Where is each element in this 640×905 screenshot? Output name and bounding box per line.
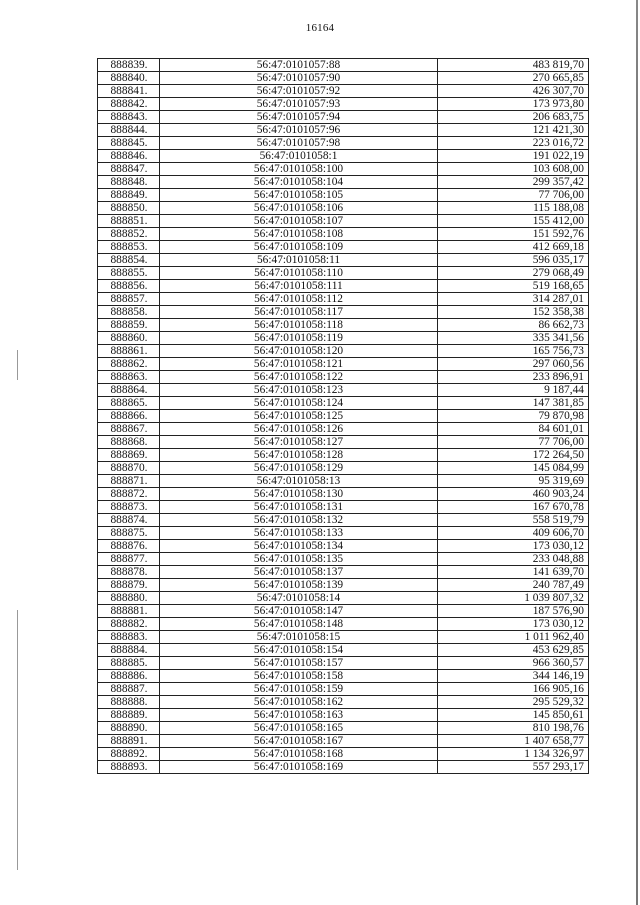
table-row [98,501,589,514]
table-row [98,98,589,111]
table-row [98,59,589,72]
cadastral-number-cell: 56:47:0101058:124 [160,397,438,410]
cadastral-number-cell: 56:47:0101058:122 [160,371,438,384]
table-row [98,735,589,748]
cadastral-number-cell: 56:47:0101058:133 [160,527,438,540]
row-number-cell: 888866. [98,410,160,423]
cadastral-number-cell: 56:47:0101058:110 [160,267,438,280]
scan-edge-left [17,350,18,380]
row-number-cell: 888851. [98,215,160,228]
cadastral-value-cell: 152 358,38 [438,306,589,319]
row-number-cell: 888858. [98,306,160,319]
row-number-cell: 888861. [98,345,160,358]
row-number-cell: 888871. [98,475,160,488]
cadastral-number-cell: 56:47:0101058:105 [160,189,438,202]
cadastral-value-cell: 557 293,17 [438,761,589,774]
table-row [98,605,589,618]
table-row [98,319,589,332]
cadastral-value-cell: 233 048,88 [438,553,589,566]
cadastral-number-cell: 56:47:0101058:147 [160,605,438,618]
row-number-cell: 888868. [98,436,160,449]
cadastral-value-cell: 460 903,24 [438,488,589,501]
row-number-cell: 888855. [98,267,160,280]
table-row [98,267,589,280]
row-number-cell: 888865. [98,397,160,410]
cadastral-value-cell: 172 264,50 [438,449,589,462]
cadastral-value-cell: 167 670,78 [438,501,589,514]
cadastral-value-cell: 115 188,08 [438,202,589,215]
cadastral-number-cell: 56:47:0101058:163 [160,709,438,722]
cadastral-number-cell: 56:47:0101058:121 [160,358,438,371]
row-number-cell: 888870. [98,462,160,475]
cadastral-value-cell: 1 011 962,40 [438,631,589,644]
row-number-cell: 888859. [98,319,160,332]
row-number-cell: 888839. [98,59,160,72]
cadastral-value-cell: 519 168,65 [438,280,589,293]
cadastral-number-cell: 56:47:0101058:169 [160,761,438,774]
cadastral-value-cell: 77 706,00 [438,436,589,449]
cadastral-value-cell: 240 787,49 [438,579,589,592]
table-row [98,189,589,202]
table-row [98,514,589,527]
cadastral-value-cell: 596 035,17 [438,254,589,267]
cadastral-number-cell: 56:47:0101058:131 [160,501,438,514]
row-number-cell: 888863. [98,371,160,384]
cadastral-number-cell: 56:47:0101058:1 [160,150,438,163]
cadastral-number-cell: 56:47:0101058:125 [160,410,438,423]
cadastral-value-cell: 483 819,70 [438,59,589,72]
cadastral-value-cell: 141 639,70 [438,566,589,579]
cadastral-number-cell: 56:47:0101058:134 [160,540,438,553]
cadastral-number-cell: 56:47:0101058:15 [160,631,438,644]
table-row [98,592,589,605]
row-number-cell: 888860. [98,332,160,345]
cadastral-value-cell: 121 421,30 [438,124,589,137]
table-row [98,254,589,267]
cadastral-number-cell: 56:47:0101058:129 [160,462,438,475]
table-row [98,150,589,163]
table-row [98,449,589,462]
row-number-cell: 888869. [98,449,160,462]
table-row [98,527,589,540]
table-row [98,124,589,137]
table-row [98,579,589,592]
cadastral-value-cell: 165 756,73 [438,345,589,358]
table-row [98,748,589,761]
cadastral-value-cell: 9 187,44 [438,384,589,397]
row-number-cell: 888842. [98,98,160,111]
cadastral-number-cell: 56:47:0101058:158 [160,670,438,683]
table-row [98,566,589,579]
table-row [98,163,589,176]
cadastral-number-cell: 56:47:0101058:135 [160,553,438,566]
table-row [98,423,589,436]
cadastral-number-cell: 56:47:0101057:96 [160,124,438,137]
row-number-cell: 888854. [98,254,160,267]
cadastral-value-cell: 344 146,19 [438,670,589,683]
row-number-cell: 888881. [98,605,160,618]
cadastral-value-cell: 77 706,00 [438,189,589,202]
cadastral-number-cell: 56:47:0101058:126 [160,423,438,436]
row-number-cell: 888856. [98,280,160,293]
table-row [98,371,589,384]
row-number-cell: 888885. [98,657,160,670]
table-row [98,475,589,488]
row-number-cell: 888857. [98,293,160,306]
table-row [98,761,589,774]
row-number-cell: 888875. [98,527,160,540]
scan-edge-right [636,0,638,905]
cadastral-number-cell: 56:47:0101058:154 [160,644,438,657]
cadastral-number-cell: 56:47:0101058:117 [160,306,438,319]
row-number-cell: 888845. [98,137,160,150]
row-number-cell: 888892. [98,748,160,761]
cadastral-value-cell: 426 307,70 [438,85,589,98]
cadastral-number-cell: 56:47:0101058:120 [160,345,438,358]
page-number: 16164 [305,22,335,34]
row-number-cell: 888843. [98,111,160,124]
table-row [98,670,589,683]
row-number-cell: 888864. [98,384,160,397]
cadastral-value-cell: 409 606,70 [438,527,589,540]
cadastral-value-cell: 297 060,56 [438,358,589,371]
cadastral-number-cell: 56:47:0101058:162 [160,696,438,709]
row-number-cell: 888877. [98,553,160,566]
row-number-cell: 888884. [98,644,160,657]
cadastral-value-cell: 810 198,76 [438,722,589,735]
table-row [98,228,589,241]
table-row [98,215,589,228]
row-number-cell: 888890. [98,722,160,735]
cadastral-number-cell: 56:47:0101058:14 [160,592,438,605]
cadastral-value-cell: 279 068,49 [438,267,589,280]
cadastral-number-cell: 56:47:0101058:157 [160,657,438,670]
row-number-cell: 888849. [98,189,160,202]
cadastral-value-cell: 558 519,79 [438,514,589,527]
table-row [98,137,589,150]
table-row [98,696,589,709]
cadastral-number-cell: 56:47:0101058:111 [160,280,438,293]
row-number-cell: 888888. [98,696,160,709]
row-number-cell: 888850. [98,202,160,215]
cadastral-number-cell: 56:47:0101057:93 [160,98,438,111]
table-body [98,59,589,774]
cadastral-number-cell: 56:47:0101058:148 [160,618,438,631]
table-row [98,358,589,371]
cadastral-value-cell: 145 084,99 [438,462,589,475]
cadastral-number-cell: 56:47:0101058:128 [160,449,438,462]
cadastral-number-cell: 56:47:0101058:130 [160,488,438,501]
row-number-cell: 888847. [98,163,160,176]
row-number-cell: 888840. [98,72,160,85]
cadastral-number-cell: 56:47:0101058:108 [160,228,438,241]
cadastral-value-cell: 84 601,01 [438,423,589,436]
cadastral-number-cell: 56:47:0101058:13 [160,475,438,488]
cadastral-value-cell: 79 870,98 [438,410,589,423]
table-row [98,72,589,85]
cadastral-number-cell: 56:47:0101058:106 [160,202,438,215]
table-row [98,436,589,449]
row-number-cell: 888893. [98,761,160,774]
cadastral-value-cell: 173 030,12 [438,540,589,553]
table-row [98,241,589,254]
table-row [98,397,589,410]
table-row [98,280,589,293]
table-row [98,657,589,670]
row-number-cell: 888841. [98,85,160,98]
table-row [98,332,589,345]
cadastral-number-cell: 56:47:0101057:88 [160,59,438,72]
table-row [98,111,589,124]
cadastral-value-cell: 335 341,56 [438,332,589,345]
table-row [98,384,589,397]
cadastral-number-cell: 56:47:0101058:112 [160,293,438,306]
cadastral-number-cell: 56:47:0101057:94 [160,111,438,124]
cadastral-value-cell: 166 905,16 [438,683,589,696]
cadastral-number-cell: 56:47:0101058:104 [160,176,438,189]
cadastral-value-cell: 151 592,76 [438,228,589,241]
cadastral-value-cell: 206 683,75 [438,111,589,124]
cadastral-value-cell: 1 407 658,77 [438,735,589,748]
cadastral-value-cell: 966 360,57 [438,657,589,670]
table-row [98,683,589,696]
cadastral-number-cell: 56:47:0101058:127 [160,436,438,449]
cadastral-value-table [97,58,589,774]
table-row [98,540,589,553]
table-row [98,644,589,657]
table-row [98,306,589,319]
cadastral-number-cell: 56:47:0101058:107 [160,215,438,228]
cadastral-value-cell: 295 529,32 [438,696,589,709]
cadastral-number-cell: 56:47:0101058:11 [160,254,438,267]
cadastral-value-cell: 299 357,42 [438,176,589,189]
row-number-cell: 888882. [98,618,160,631]
cadastral-value-cell: 223 016,72 [438,137,589,150]
cadastral-value-cell: 191 022,19 [438,150,589,163]
table-row [98,722,589,735]
cadastral-value-cell: 173 030,12 [438,618,589,631]
table-row [98,488,589,501]
cadastral-number-cell: 56:47:0101058:167 [160,735,438,748]
cadastral-value-cell: 270 665,85 [438,72,589,85]
row-number-cell: 888852. [98,228,160,241]
cadastral-value-cell: 173 973,80 [438,98,589,111]
cadastral-value-cell: 314 287,01 [438,293,589,306]
cadastral-value-cell: 453 629,85 [438,644,589,657]
cadastral-value-cell: 147 381,85 [438,397,589,410]
cadastral-number-cell: 56:47:0101058:165 [160,722,438,735]
table-row [98,176,589,189]
row-number-cell: 888891. [98,735,160,748]
row-number-cell: 888876. [98,540,160,553]
table-row [98,631,589,644]
cadastral-value-cell: 155 412,00 [438,215,589,228]
cadastral-number-cell: 56:47:0101058:100 [160,163,438,176]
cadastral-number-cell: 56:47:0101058:123 [160,384,438,397]
row-number-cell: 888844. [98,124,160,137]
cadastral-number-cell: 56:47:0101058:109 [160,241,438,254]
table-row [98,85,589,98]
cadastral-value-cell: 95 319,69 [438,475,589,488]
cadastral-number-cell: 56:47:0101058:168 [160,748,438,761]
row-number-cell: 888872. [98,488,160,501]
cadastral-number-cell: 56:47:0101058:139 [160,579,438,592]
cadastral-value-cell: 1 134 326,97 [438,748,589,761]
scan-edge-left [17,610,18,870]
table-row [98,202,589,215]
row-number-cell: 888883. [98,631,160,644]
row-number-cell: 888879. [98,579,160,592]
row-number-cell: 888874. [98,514,160,527]
row-number-cell: 888867. [98,423,160,436]
table-row [98,553,589,566]
row-number-cell: 888887. [98,683,160,696]
row-number-cell: 888873. [98,501,160,514]
table-row [98,462,589,475]
row-number-cell: 888880. [98,592,160,605]
cadastral-number-cell: 56:47:0101058:137 [160,566,438,579]
cadastral-number-cell: 56:47:0101057:98 [160,137,438,150]
row-number-cell: 888889. [98,709,160,722]
table-row [98,618,589,631]
row-number-cell: 888846. [98,150,160,163]
row-number-cell: 888853. [98,241,160,254]
cadastral-number-cell: 56:47:0101058:119 [160,332,438,345]
row-number-cell: 888886. [98,670,160,683]
cadastral-value-cell: 145 850,61 [438,709,589,722]
cadastral-value-cell: 412 669,18 [438,241,589,254]
cadastral-value-cell: 103 608,00 [438,163,589,176]
table-row [98,709,589,722]
cadastral-number-cell: 56:47:0101057:90 [160,72,438,85]
cadastral-value-cell: 187 576,90 [438,605,589,618]
row-number-cell: 888862. [98,358,160,371]
table-row [98,345,589,358]
cadastral-value-cell: 86 662,73 [438,319,589,332]
cadastral-number-cell: 56:47:0101058:159 [160,683,438,696]
cadastral-number-cell: 56:47:0101057:92 [160,85,438,98]
cadastral-number-cell: 56:47:0101058:132 [160,514,438,527]
cadastral-value-cell: 233 896,91 [438,371,589,384]
table-row [98,293,589,306]
table-row [98,410,589,423]
cadastral-number-cell: 56:47:0101058:118 [160,319,438,332]
cadastral-value-cell: 1 039 807,32 [438,592,589,605]
row-number-cell: 888848. [98,176,160,189]
row-number-cell: 888878. [98,566,160,579]
